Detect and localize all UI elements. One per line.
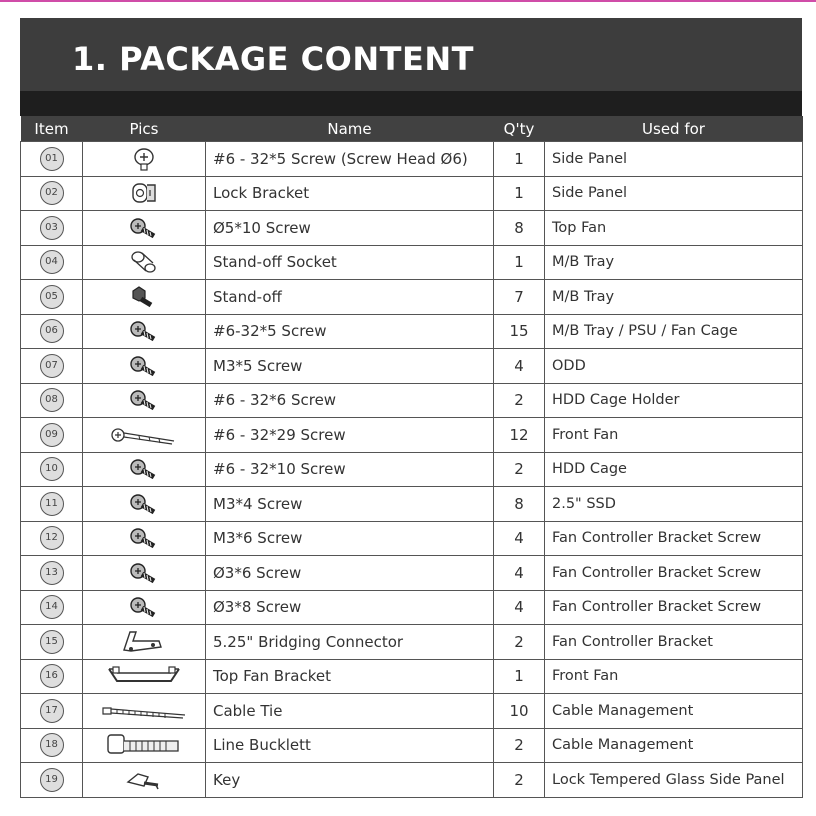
item-number-badge: 09 [40, 423, 64, 447]
used-for-cell: M/B Tray [545, 245, 803, 280]
used-for-cell: Side Panel [545, 176, 803, 211]
pic-cell [83, 590, 206, 625]
table-row [21, 452, 803, 487]
item-number-badge: 10 [40, 457, 64, 481]
item-cell [21, 176, 83, 211]
pic-cell [83, 142, 206, 177]
pic-cell [83, 245, 206, 280]
item-number-badge: 15 [40, 630, 64, 654]
name-cell: M3*5 Screw [206, 349, 494, 384]
item-cell [21, 487, 83, 522]
used-for-cell: ODD [545, 349, 803, 384]
qty-cell: 12 [494, 418, 545, 453]
line-buckle-icon [83, 732, 205, 758]
screw-icon [83, 595, 205, 619]
pic-cell [83, 763, 206, 798]
item-cell [21, 452, 83, 487]
qty-cell: 2 [494, 452, 545, 487]
name-cell: Ø5*10 Screw [206, 211, 494, 246]
qty-cell: 7 [494, 280, 545, 315]
pic-cell [83, 728, 206, 763]
qty-cell: 1 [494, 142, 545, 177]
screw-icon [83, 388, 205, 412]
name-cell: Cable Tie [206, 694, 494, 729]
table-row [21, 142, 803, 177]
qty-cell: 4 [494, 349, 545, 384]
item-number-badge: 17 [40, 699, 64, 723]
name-cell: Lock Bracket [206, 176, 494, 211]
item-cell [21, 142, 83, 177]
screw-icon [83, 354, 205, 378]
table-row [21, 659, 803, 694]
used-for-cell: Side Panel [545, 142, 803, 177]
item-cell [21, 349, 83, 384]
qty-cell: 2 [494, 625, 545, 660]
name-cell: 5.25" Bridging Connector [206, 625, 494, 660]
name-cell: #6 - 32*6 Screw [206, 383, 494, 418]
item-cell [21, 245, 83, 280]
name-cell: #6-32*5 Screw [206, 314, 494, 349]
used-for-cell: Fan Controller Bracket Screw [545, 521, 803, 556]
item-cell [21, 314, 83, 349]
pic-cell [83, 314, 206, 349]
used-for-cell: Cable Management [545, 728, 803, 763]
item-cell [21, 694, 83, 729]
screw-head-icon [83, 146, 205, 172]
name-cell: Stand-off [206, 280, 494, 315]
table-row [21, 487, 803, 522]
qty-cell: 8 [494, 487, 545, 522]
name-cell: M3*6 Screw [206, 521, 494, 556]
item-number-badge: 06 [40, 319, 64, 343]
qty-cell: 4 [494, 590, 545, 625]
pic-cell [83, 659, 206, 694]
item-cell [21, 590, 83, 625]
bridging-connector-icon [83, 628, 205, 656]
name-cell: #6 - 32*29 Screw [206, 418, 494, 453]
pic-cell [83, 383, 206, 418]
table-row [21, 556, 803, 591]
pic-cell [83, 625, 206, 660]
table-row [21, 625, 803, 660]
item-number-badge: 04 [40, 250, 64, 274]
name-cell: Ø3*6 Screw [206, 556, 494, 591]
pic-cell [83, 418, 206, 453]
lock-bracket-icon [83, 181, 205, 205]
fan-bracket-icon [83, 663, 205, 689]
pic-cell [83, 349, 206, 384]
table-header-row [21, 116, 803, 142]
qty-cell: 8 [494, 211, 545, 246]
column-header-pics: Pics [83, 116, 206, 142]
table-row [21, 176, 803, 211]
item-number-badge: 05 [40, 285, 64, 309]
item-cell [21, 418, 83, 453]
name-cell: Top Fan Bracket [206, 659, 494, 694]
name-cell: Line Bucklett [206, 728, 494, 763]
item-number-badge: 07 [40, 354, 64, 378]
item-number-badge: 08 [40, 388, 64, 412]
pic-cell [83, 452, 206, 487]
item-number-badge: 16 [40, 664, 64, 688]
standoff-icon [83, 285, 205, 309]
used-for-cell: Front Fan [545, 659, 803, 694]
cable-tie-icon [83, 702, 205, 720]
key-icon [83, 768, 205, 792]
qty-cell: 10 [494, 694, 545, 729]
item-number-badge: 19 [40, 768, 64, 792]
used-for-cell: Top Fan [545, 211, 803, 246]
pic-cell [83, 521, 206, 556]
pic-cell [83, 556, 206, 591]
column-header-name: Name [206, 116, 494, 142]
screw-icon [83, 492, 205, 516]
item-number-badge: 02 [40, 181, 64, 205]
pic-cell [83, 487, 206, 522]
table-row [21, 694, 803, 729]
table-row [21, 383, 803, 418]
header-band [20, 91, 802, 116]
item-cell [21, 280, 83, 315]
screw-icon [83, 216, 205, 240]
page-title: 1. PACKAGE CONTENT [72, 40, 474, 78]
item-cell [21, 521, 83, 556]
qty-cell: 1 [494, 245, 545, 280]
used-for-cell: Fan Controller Bracket Screw [545, 590, 803, 625]
used-for-cell: HDD Cage Holder [545, 383, 803, 418]
table-row [21, 349, 803, 384]
qty-cell: 1 [494, 176, 545, 211]
table-row [21, 521, 803, 556]
qty-cell: 4 [494, 521, 545, 556]
package-content-table [20, 116, 803, 798]
used-for-cell: Front Fan [545, 418, 803, 453]
used-for-cell: Lock Tempered Glass Side Panel [545, 763, 803, 798]
table-row [21, 728, 803, 763]
qty-cell: 2 [494, 763, 545, 798]
column-header-item: Item [21, 116, 83, 142]
qty-cell: 2 [494, 728, 545, 763]
name-cell: M3*4 Screw [206, 487, 494, 522]
table-row [21, 763, 803, 798]
item-cell [21, 625, 83, 660]
table-row [21, 280, 803, 315]
item-cell [21, 728, 83, 763]
name-cell: #6 - 32*5 Screw (Screw Head Ø6) [206, 142, 494, 177]
pic-cell [83, 280, 206, 315]
used-for-cell: 2.5" SSD [545, 487, 803, 522]
item-cell [21, 659, 83, 694]
used-for-cell: M/B Tray [545, 280, 803, 315]
item-number-badge: 01 [40, 147, 64, 171]
qty-cell: 15 [494, 314, 545, 349]
table-row [21, 211, 803, 246]
table-row [21, 314, 803, 349]
column-header-qty: Q'ty [494, 116, 545, 142]
screw-icon [83, 457, 205, 481]
used-for-cell: Fan Controller Bracket [545, 625, 803, 660]
name-cell: #6 - 32*10 Screw [206, 452, 494, 487]
standoff-socket-icon [83, 250, 205, 274]
table-row [21, 418, 803, 453]
used-for-cell: M/B Tray / PSU / Fan Cage [545, 314, 803, 349]
table-row [21, 245, 803, 280]
screw-icon [83, 319, 205, 343]
name-cell: Ø3*8 Screw [206, 590, 494, 625]
used-for-cell: Cable Management [545, 694, 803, 729]
item-number-badge: 18 [40, 733, 64, 757]
qty-cell: 2 [494, 383, 545, 418]
item-number-badge: 12 [40, 526, 64, 550]
qty-cell: 4 [494, 556, 545, 591]
pic-cell [83, 176, 206, 211]
qty-cell: 1 [494, 659, 545, 694]
item-number-badge: 11 [40, 492, 64, 516]
used-for-cell: Fan Controller Bracket Screw [545, 556, 803, 591]
item-number-badge: 13 [40, 561, 64, 585]
item-cell [21, 763, 83, 798]
item-cell [21, 211, 83, 246]
name-cell: Stand-off Socket [206, 245, 494, 280]
name-cell: Key [206, 763, 494, 798]
long-screw-icon [83, 424, 205, 446]
column-header-used-for: Used for [545, 116, 803, 142]
section-header [20, 18, 802, 91]
used-for-cell: HDD Cage [545, 452, 803, 487]
item-number-badge: 14 [40, 595, 64, 619]
pic-cell [83, 211, 206, 246]
screw-icon [83, 526, 205, 550]
pic-cell [83, 694, 206, 729]
item-number-badge: 03 [40, 216, 64, 240]
screw-icon [83, 561, 205, 585]
top-accent-line [0, 0, 816, 2]
table-row [21, 590, 803, 625]
item-cell [21, 383, 83, 418]
item-cell [21, 556, 83, 591]
